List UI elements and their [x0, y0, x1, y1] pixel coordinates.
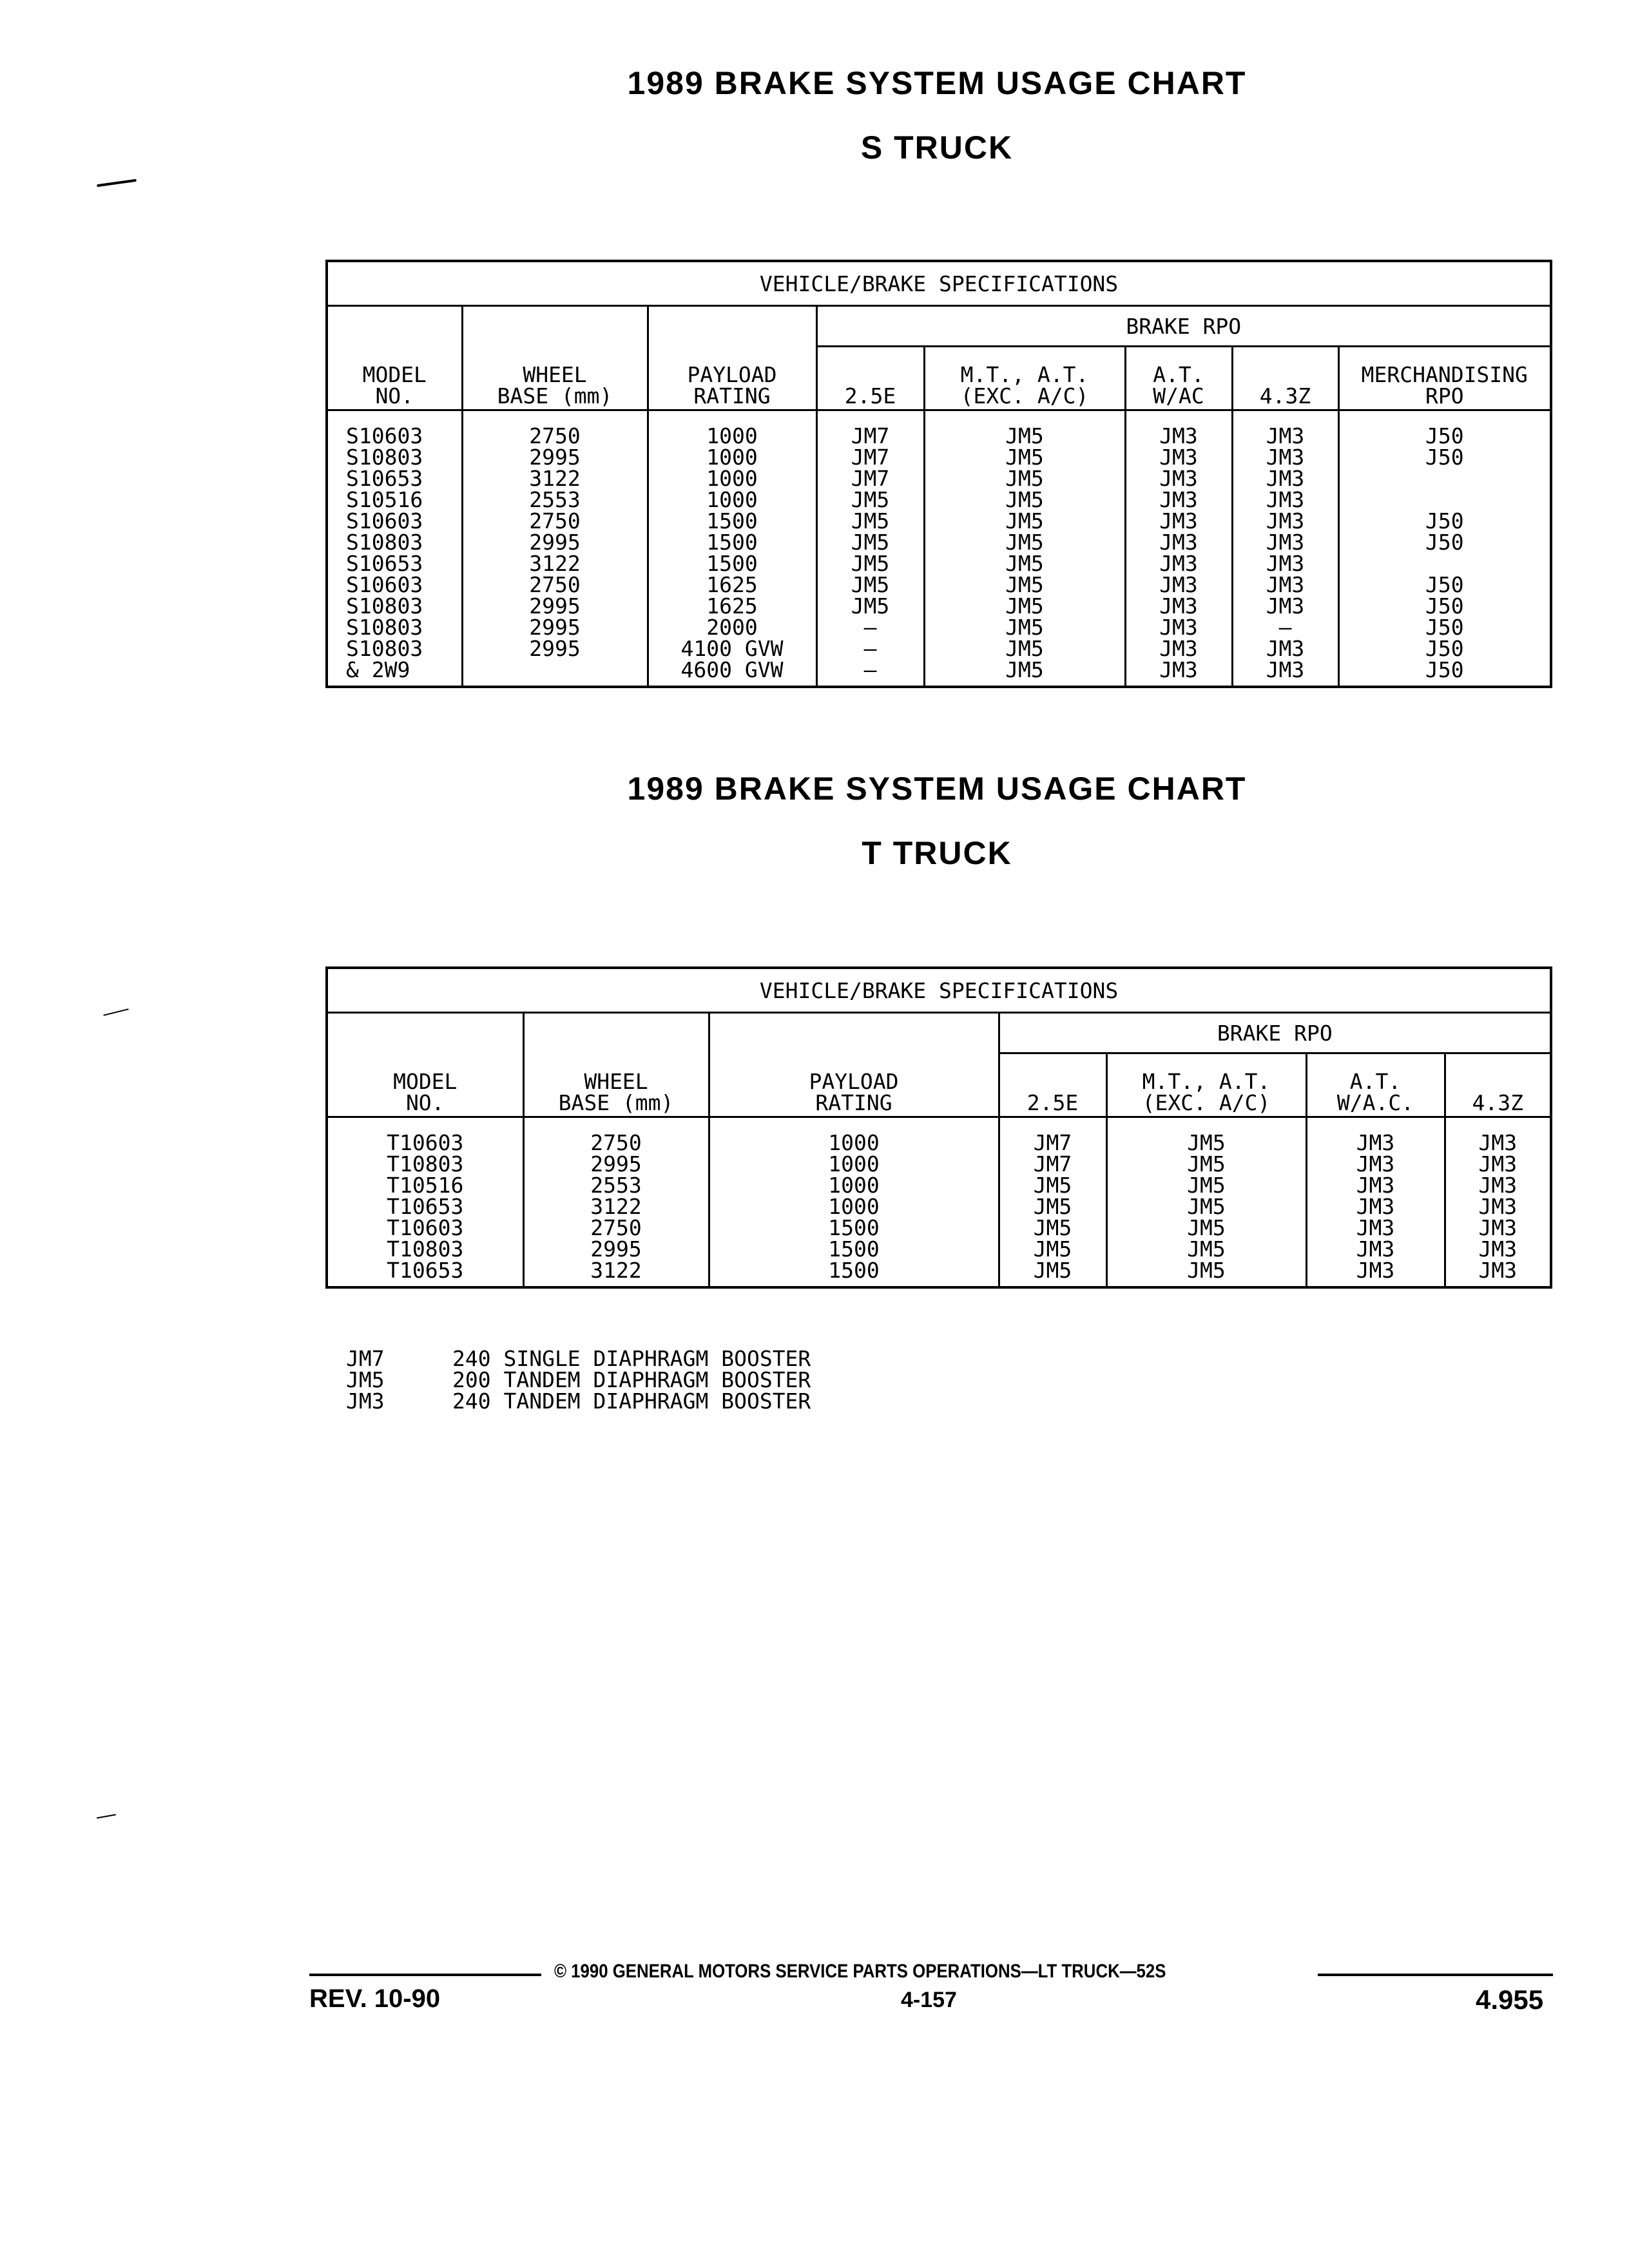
s-cell: 2995 — [462, 595, 648, 617]
s-cell: JM3 — [1125, 447, 1232, 468]
s-cell: – — [816, 638, 924, 659]
s-cell: S10603 — [327, 510, 462, 532]
s-cell: 3122 — [462, 468, 648, 489]
t-truck-subtitle: T TRUCK — [862, 835, 1012, 871]
s-cell — [1338, 468, 1551, 489]
t-col-4-3z: 4.3Z — [1445, 1053, 1551, 1117]
s-cell: JM5 — [816, 532, 924, 553]
s-brake-rpo-header: BRAKE RPO — [816, 306, 1551, 347]
t-brake-rpo-header: BRAKE RPO — [999, 1013, 1551, 1053]
s-cell: JM5 — [924, 638, 1125, 659]
s-cell: JM3 — [1232, 638, 1338, 659]
t-table-row — [327, 1260, 1551, 1287]
s-cell: JM5 — [816, 595, 924, 617]
s-cell: 1000 — [648, 410, 816, 447]
s-cell: JM3 — [1232, 410, 1338, 447]
t-cell: 1500 — [709, 1260, 999, 1287]
booster-legend — [346, 1348, 811, 1412]
s-col-2-5e: 2.5E — [816, 347, 924, 410]
t-cell: 1500 — [709, 1238, 999, 1260]
s-cell: JM3 — [1232, 659, 1338, 687]
t-cell: JM5 — [1106, 1238, 1306, 1260]
s-cell: JM3 — [1125, 468, 1232, 489]
s-cell: JM3 — [1232, 468, 1338, 489]
t-cell: JM3 — [1306, 1153, 1445, 1175]
s-truck-title: 1989 BRAKE SYSTEM USAGE CHART — [627, 65, 1247, 101]
s-cell: 1500 — [648, 532, 816, 553]
t-cell: 1000 — [709, 1196, 999, 1217]
s-cell: & 2W9 — [327, 659, 462, 687]
s-table-row — [327, 510, 1551, 532]
s-cell: JM3 — [1232, 532, 1338, 553]
s-col-mt-at: M.T., A.T. (EXC. A/C) — [924, 347, 1125, 410]
t-table-row — [327, 1238, 1551, 1260]
s-cell: 4100 GVW — [648, 638, 816, 659]
s-cell — [462, 659, 648, 687]
s-cell: JM3 — [1232, 574, 1338, 595]
s-cell: JM3 — [1125, 489, 1232, 510]
legend-item — [346, 1348, 811, 1369]
s-cell: JM5 — [924, 574, 1125, 595]
t-cell: 1000 — [709, 1117, 999, 1154]
t-cell: JM5 — [999, 1175, 1106, 1196]
t-cell: JM5 — [999, 1238, 1106, 1260]
t-cell: JM7 — [999, 1117, 1106, 1154]
s-table-row — [327, 595, 1551, 617]
t-table-row — [327, 1196, 1551, 1217]
t-cell: T10803 — [327, 1238, 523, 1260]
s-cell: 1500 — [648, 510, 816, 532]
s-cell — [1338, 489, 1551, 510]
t-col-payload: PAYLOAD RATING — [709, 1053, 999, 1117]
s-col-merch: MERCHANDISING RPO — [1338, 347, 1551, 410]
legend-code: JM7 — [346, 1346, 385, 1371]
s-table-row — [327, 617, 1551, 638]
s-cell: JM3 — [1232, 489, 1338, 510]
t-cell: JM3 — [1306, 1175, 1445, 1196]
s-truck-table — [325, 260, 1552, 688]
s-col-model: MODEL NO. — [327, 347, 462, 410]
t-cell: JM5 — [1106, 1196, 1306, 1217]
s-cell: J50 — [1338, 638, 1551, 659]
t-cell: JM5 — [1106, 1117, 1306, 1154]
s-cell: JM7 — [816, 410, 924, 447]
s-table-row — [327, 532, 1551, 553]
s-table-row — [327, 638, 1551, 659]
s-cell: 1000 — [648, 447, 816, 468]
s-cell: 1625 — [648, 595, 816, 617]
s-cell: JM3 — [1125, 595, 1232, 617]
scan-mark — [97, 1814, 116, 1818]
s-cell: S10653 — [327, 468, 462, 489]
footer-copyright: © 1990 GENERAL MOTORS SERVICE PARTS OPERATIONS—LT TRUCK—52S — [554, 1961, 1166, 1982]
s-cell: JM5 — [816, 489, 924, 510]
t-cell: JM3 — [1306, 1260, 1445, 1287]
t-col-model: MODEL NO. — [327, 1053, 523, 1117]
t-truck-table — [325, 966, 1552, 1289]
s-cell: JM3 — [1125, 532, 1232, 553]
t-cell: JM3 — [1445, 1260, 1551, 1287]
s-cell: JM5 — [924, 553, 1125, 574]
s-cell: S10603 — [327, 574, 462, 595]
s-cell: 2995 — [462, 638, 648, 659]
s-table-row — [327, 574, 1551, 595]
t-cell: JM3 — [1306, 1217, 1445, 1238]
s-cell: JM5 — [816, 553, 924, 574]
s-cell: 2553 — [462, 489, 648, 510]
s-cell: JM7 — [816, 447, 924, 468]
s-cell: JM5 — [924, 659, 1125, 687]
s-col-4-3z: 4.3Z — [1232, 347, 1338, 410]
s-cell: JM3 — [1125, 638, 1232, 659]
t-table-row — [327, 1175, 1551, 1196]
s-cell: JM5 — [924, 410, 1125, 447]
legend-desc: 200 TANDEM DIAPHRAGM BOOSTER — [452, 1367, 811, 1392]
t-cell: 3122 — [523, 1196, 709, 1217]
s-cell: J50 — [1338, 447, 1551, 468]
s-cell: 1000 — [648, 489, 816, 510]
s-col-at-wac: A.T. W/AC — [1125, 347, 1232, 410]
t-cell: T10653 — [327, 1196, 523, 1217]
t-cell: 2750 — [523, 1117, 709, 1154]
legend-item — [346, 1390, 811, 1412]
s-cell: JM3 — [1232, 553, 1338, 574]
s-cell: J50 — [1338, 532, 1551, 553]
t-col-at-wac: A.T. W/A.C. — [1306, 1053, 1445, 1117]
t-cell: 3122 — [523, 1260, 709, 1287]
t-cell: 2995 — [523, 1153, 709, 1175]
s-cell: JM3 — [1125, 617, 1232, 638]
s-cell: – — [1232, 617, 1338, 638]
s-cell: S10803 — [327, 532, 462, 553]
s-cell — [1338, 553, 1551, 574]
s-cell: 2995 — [462, 447, 648, 468]
t-cell: 1000 — [709, 1175, 999, 1196]
s-table-row — [327, 468, 1551, 489]
s-cell: JM3 — [1125, 410, 1232, 447]
s-cell: J50 — [1338, 410, 1551, 447]
t-cell: 2750 — [523, 1217, 709, 1238]
footer-section-number: 4.955 — [1476, 1984, 1544, 2015]
s-cell: JM3 — [1125, 574, 1232, 595]
s-table-row — [327, 489, 1551, 510]
t-cell: JM5 — [999, 1260, 1106, 1287]
t-table-row — [327, 1117, 1551, 1154]
s-cell: 4600 GVW — [648, 659, 816, 687]
t-cell: JM5 — [1106, 1175, 1306, 1196]
t-cell: T10603 — [327, 1217, 523, 1238]
s-table-row — [327, 553, 1551, 574]
t-col-2-5e: 2.5E — [999, 1053, 1106, 1117]
scan-mark — [97, 179, 137, 187]
t-cell: JM3 — [1306, 1238, 1445, 1260]
s-cell: J50 — [1338, 595, 1551, 617]
s-cell: S10516 — [327, 489, 462, 510]
t-cell: 1500 — [709, 1217, 999, 1238]
s-cell: JM5 — [816, 510, 924, 532]
s-cell: JM3 — [1125, 510, 1232, 532]
footer-page-number: 4-157 — [901, 1988, 957, 2012]
t-cell: JM5 — [999, 1217, 1106, 1238]
s-cell: 2000 — [648, 617, 816, 638]
s-cell: – — [816, 617, 924, 638]
t-cell: JM5 — [1106, 1260, 1306, 1287]
s-cell: S10803 — [327, 595, 462, 617]
t-cell: JM3 — [1445, 1238, 1551, 1260]
s-table-row — [327, 447, 1551, 468]
t-cell: JM3 — [1306, 1196, 1445, 1217]
s-cell: J50 — [1338, 574, 1551, 595]
t-table-row — [327, 1153, 1551, 1175]
legend-code: JM3 — [346, 1389, 385, 1414]
s-cell: 1500 — [648, 553, 816, 574]
s-cell: 1000 — [648, 468, 816, 489]
t-cell: JM5 — [1106, 1153, 1306, 1175]
t-cell: JM3 — [1445, 1117, 1551, 1154]
s-cell: JM5 — [924, 447, 1125, 468]
s-cell: JM3 — [1232, 510, 1338, 532]
s-cell: JM3 — [1232, 595, 1338, 617]
t-cell: T10603 — [327, 1117, 523, 1154]
t-group-header: VEHICLE/BRAKE SPECIFICATIONS — [327, 968, 1551, 1013]
s-cell: S10803 — [327, 447, 462, 468]
t-cell: JM5 — [999, 1196, 1106, 1217]
t-cell: T10516 — [327, 1175, 523, 1196]
t-cell: JM3 — [1306, 1117, 1445, 1154]
t-cell: JM3 — [1445, 1153, 1551, 1175]
s-cell: 2750 — [462, 510, 648, 532]
footer-rule-left — [309, 1974, 541, 1976]
s-cell: JM5 — [924, 532, 1125, 553]
s-group-header: VEHICLE/BRAKE SPECIFICATIONS — [327, 261, 1551, 306]
s-cell: S10803 — [327, 617, 462, 638]
s-cell: JM5 — [924, 468, 1125, 489]
t-cell: JM5 — [1106, 1217, 1306, 1238]
s-col-wheelbase: WHEEL BASE (mm) — [462, 347, 648, 410]
s-cell: 3122 — [462, 553, 648, 574]
s-cell: JM5 — [924, 510, 1125, 532]
s-col-payload: PAYLOAD RATING — [648, 347, 816, 410]
s-cell: S10653 — [327, 553, 462, 574]
s-cell: S10603 — [327, 410, 462, 447]
legend-desc: 240 TANDEM DIAPHRAGM BOOSTER — [452, 1389, 811, 1414]
s-cell: 2750 — [462, 574, 648, 595]
footer-rule-right — [1318, 1974, 1553, 1976]
t-cell: JM7 — [999, 1153, 1106, 1175]
footer-revision: REV. 10-90 — [309, 1984, 441, 2013]
s-cell: J50 — [1338, 659, 1551, 687]
legend-desc: 240 SINGLE DIAPHRAGM BOOSTER — [452, 1346, 811, 1371]
s-cell: J50 — [1338, 510, 1551, 532]
scan-mark — [103, 1008, 128, 1016]
s-cell: JM5 — [924, 489, 1125, 510]
s-table-row — [327, 410, 1551, 447]
s-cell: JM3 — [1125, 659, 1232, 687]
s-cell: JM7 — [816, 468, 924, 489]
s-cell: JM5 — [924, 617, 1125, 638]
s-cell: JM3 — [1232, 447, 1338, 468]
t-cell: T10803 — [327, 1153, 523, 1175]
t-truck-title: 1989 BRAKE SYSTEM USAGE CHART — [627, 771, 1247, 807]
t-cell: 2553 — [523, 1175, 709, 1196]
t-col-mt-at: M.T., A.T. (EXC. A/C) — [1106, 1053, 1306, 1117]
t-cell: 1000 — [709, 1153, 999, 1175]
s-cell: J50 — [1338, 617, 1551, 638]
s-cell: – — [816, 659, 924, 687]
t-cell: JM3 — [1445, 1175, 1551, 1196]
s-cell: 1625 — [648, 574, 816, 595]
s-cell: JM5 — [816, 574, 924, 595]
t-table-row — [327, 1217, 1551, 1238]
t-cell: JM3 — [1445, 1217, 1551, 1238]
s-cell: 2750 — [462, 410, 648, 447]
legend-code: JM5 — [346, 1367, 385, 1392]
legend-item — [346, 1369, 811, 1390]
s-cell: 2995 — [462, 532, 648, 553]
s-truck-subtitle: S TRUCK — [860, 130, 1014, 166]
t-cell: 2995 — [523, 1238, 709, 1260]
s-cell: 2995 — [462, 617, 648, 638]
s-cell: S10803 — [327, 638, 462, 659]
s-cell: JM5 — [924, 595, 1125, 617]
t-col-wheelbase: WHEEL BASE (mm) — [523, 1053, 709, 1117]
t-cell: JM3 — [1445, 1196, 1551, 1217]
s-cell: JM3 — [1125, 553, 1232, 574]
s-table-row — [327, 659, 1551, 687]
t-cell: T10653 — [327, 1260, 523, 1287]
